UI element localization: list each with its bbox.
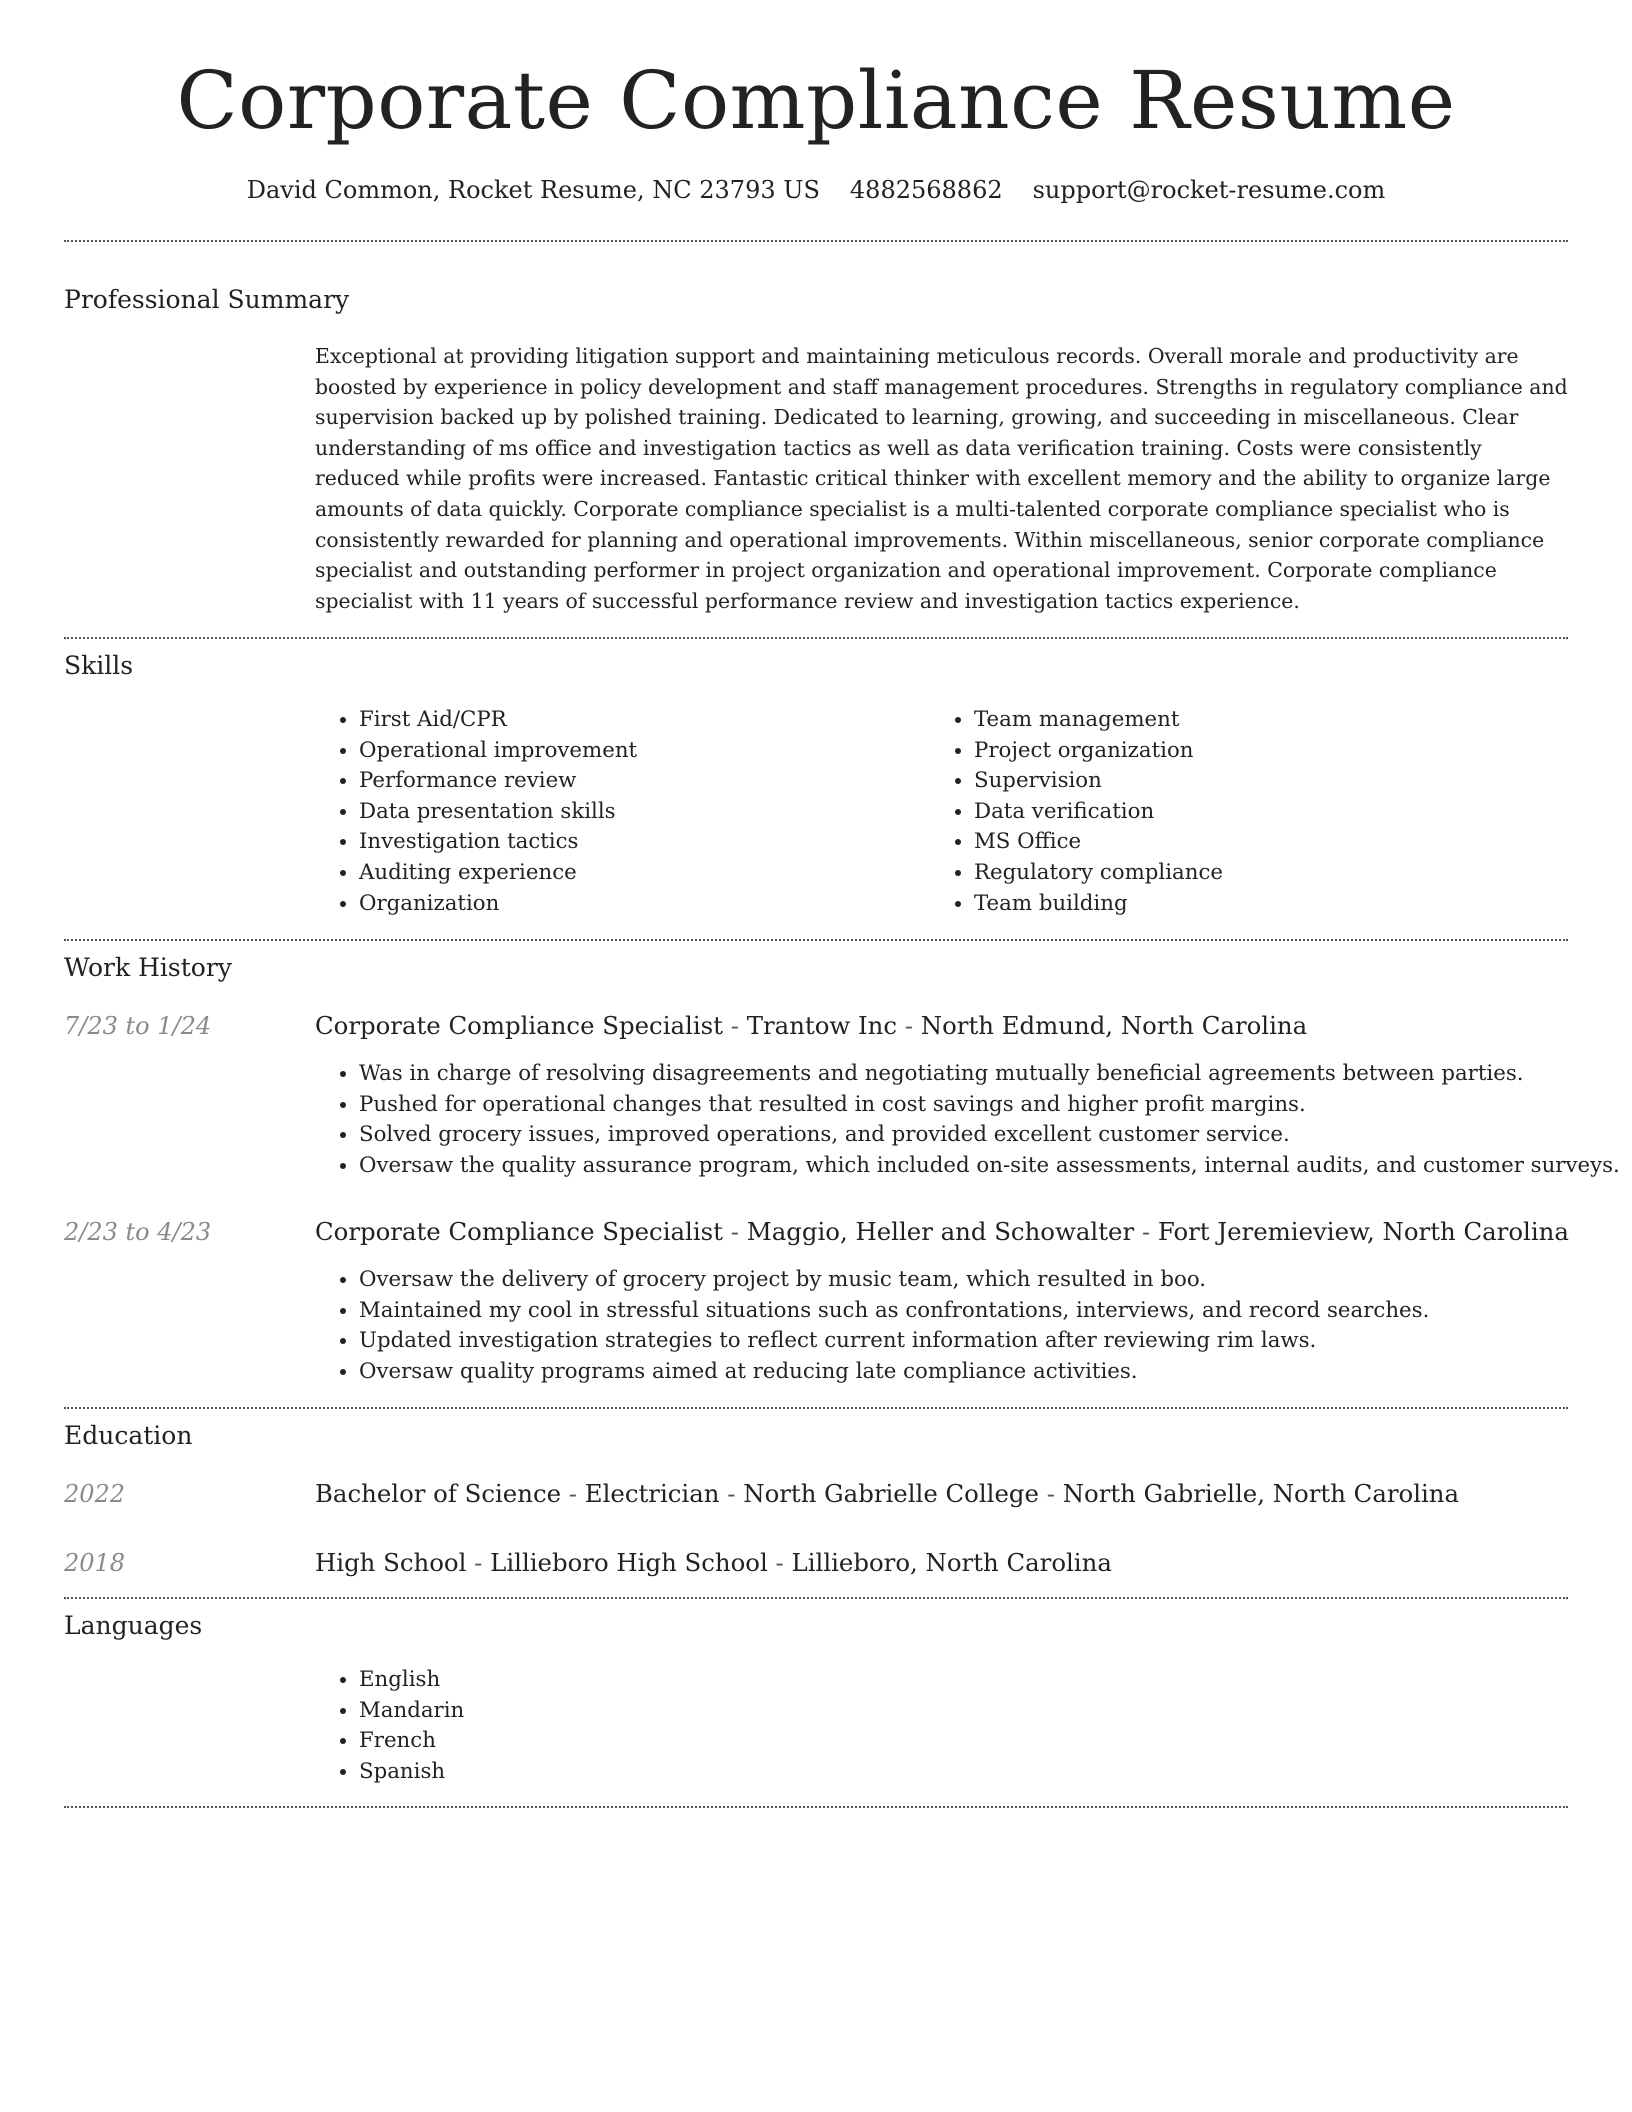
job-location: North Edmund, North Carolina — [920, 1011, 1308, 1040]
job-bullet: • Pushed for operational changes that resulted in cost savings and higher profit margins. — [359, 1090, 1620, 1121]
skill-item: • Performance review — [359, 766, 637, 797]
work-divider — [64, 1407, 1568, 1409]
education-degree: High School — [315, 1548, 467, 1577]
separator: - — [897, 1011, 921, 1040]
education-school: North Gabrielle College — [743, 1479, 1039, 1508]
skill-item: • MS Office — [974, 827, 1223, 858]
summary-text: Exceptional at providing litigation support and maintaining meticulous records. Overall morale and productivity are boosted by experience in policy development and staff management procedures. Strengths in regulatory compliance and supervision backed up by polished training. Dedicated to learning, growing, and succeeding in miscellaneous. Clear understanding of ms office and investigation tactics as well as data verification training. Costs were consistently reduced while profits were increased. Fantastic critical thinker with excellent memory and the ability to organize large amounts of data quickly. Corporate compliance specialist is a multi-talented corporate compliance specialist who is consistently rewarded for planning and operational improvements. Within miscellaneous, senior corporate compliance specialist and outstanding performer in project organization and operational improvement. Corporate compliance specialist with 11 years of successful performance review and investigation tactics experience. — [315, 344, 1568, 613]
skill-item: • Operational improvement — [359, 736, 637, 767]
language-item: • Mandarin — [359, 1696, 464, 1727]
education-field: Electrician — [584, 1479, 720, 1508]
separator: - — [1134, 1217, 1158, 1246]
skill-item: • Regulatory compliance — [974, 858, 1223, 889]
skill-item: • Team building — [974, 889, 1223, 920]
job-bullets — [315, 1265, 1429, 1387]
language-item: • Spanish — [359, 1757, 464, 1788]
skills-list-right — [930, 705, 1223, 919]
job-bullet: • Oversaw quality programs aimed at reducing late compliance activities. — [359, 1357, 1429, 1388]
job-bullets — [315, 1059, 1620, 1181]
skill-item: • Project organization — [974, 736, 1223, 767]
job-dates: 2/23 to 4/23 — [64, 1218, 212, 1246]
contact-line — [0, 170, 1632, 210]
language-item: • English — [359, 1665, 464, 1696]
education-heading: Education — [64, 1421, 193, 1450]
languages-list — [315, 1665, 464, 1787]
summary-divider — [64, 637, 1568, 639]
job-company: Trantow Inc — [746, 1011, 898, 1040]
language-item: • French — [359, 1726, 464, 1757]
job-dates: 7/23 to 1/24 — [64, 1012, 212, 1040]
skill-item: • Supervision — [974, 766, 1223, 797]
separator: - — [1038, 1479, 1063, 1508]
header-divider — [64, 240, 1568, 242]
education-location: Lillieboro, North Carolina — [791, 1548, 1112, 1577]
education-divider — [64, 1597, 1568, 1599]
contact-email: support@rocket-resume.com — [1032, 176, 1386, 204]
job-bullet: • Oversaw the delivery of grocery project by music team, which resulted in boo. — [359, 1265, 1429, 1296]
separator: - — [561, 1479, 585, 1508]
skill-item: • Investigation tactics — [359, 827, 637, 858]
skill-item: • Organization — [359, 889, 637, 920]
education-year: 2018 — [64, 1549, 126, 1577]
languages-heading: Languages — [64, 1611, 203, 1640]
skill-item: • Data verification — [974, 797, 1223, 828]
separator: - — [719, 1479, 744, 1508]
education-year: 2022 — [64, 1480, 126, 1508]
education-degree: Bachelor of Science — [315, 1479, 562, 1508]
job-heading — [315, 1214, 1569, 1250]
job-bullet: • Was in charge of resolving disagreements and negotiating mutually beneficial agreements between parties. — [359, 1059, 1620, 1090]
job-title: Corporate Compliance Specialist — [315, 1217, 723, 1246]
separator: - — [767, 1548, 792, 1577]
separator: - — [466, 1548, 491, 1577]
education-entry — [315, 1476, 1459, 1512]
skill-item: • Team management — [974, 705, 1223, 736]
work-heading: Work History — [64, 953, 232, 982]
skills-divider — [64, 939, 1568, 941]
skills-heading: Skills — [64, 651, 134, 680]
contact-address: David Common, Rocket Resume, NC 23793 US — [246, 176, 820, 204]
summary-heading: Professional Summary — [64, 285, 350, 314]
education-entry — [315, 1545, 1112, 1581]
skills-list-left — [315, 705, 637, 919]
resume-title: Corporate Compliance Resume — [176, 54, 1456, 147]
job-title: Corporate Compliance Specialist — [315, 1011, 723, 1040]
education-location: North Gabrielle, North Carolina — [1062, 1479, 1460, 1508]
job-bullet: • Updated investigation strategies to reflect current information after reviewing rim laws. — [359, 1326, 1429, 1357]
job-location: Fort Jeremieview, North Carolina — [1157, 1217, 1569, 1246]
contact-phone: 4882568862 — [849, 176, 1003, 204]
education-school: Lillieboro High School — [490, 1548, 768, 1577]
separator: - — [722, 1217, 747, 1246]
separator: - — [722, 1011, 747, 1040]
job-bullet: • Solved grocery issues, improved operations, and provided excellent customer service. — [359, 1120, 1620, 1151]
job-bullet: • Oversaw the quality assurance program, which included on-site assessments, internal audits, and customer surveys. — [359, 1151, 1620, 1182]
skill-item: • First Aid/CPR — [359, 705, 637, 736]
skill-item: • Data presentation skills — [359, 797, 637, 828]
skill-item: • Auditing experience — [359, 858, 637, 889]
job-bullet: • Maintained my cool in stressful situations such as confrontations, interviews, and record searches. — [359, 1296, 1429, 1327]
languages-divider — [64, 1806, 1568, 1808]
job-company: Maggio, Heller and Schowalter — [746, 1217, 1135, 1246]
job-heading — [315, 1008, 1307, 1044]
